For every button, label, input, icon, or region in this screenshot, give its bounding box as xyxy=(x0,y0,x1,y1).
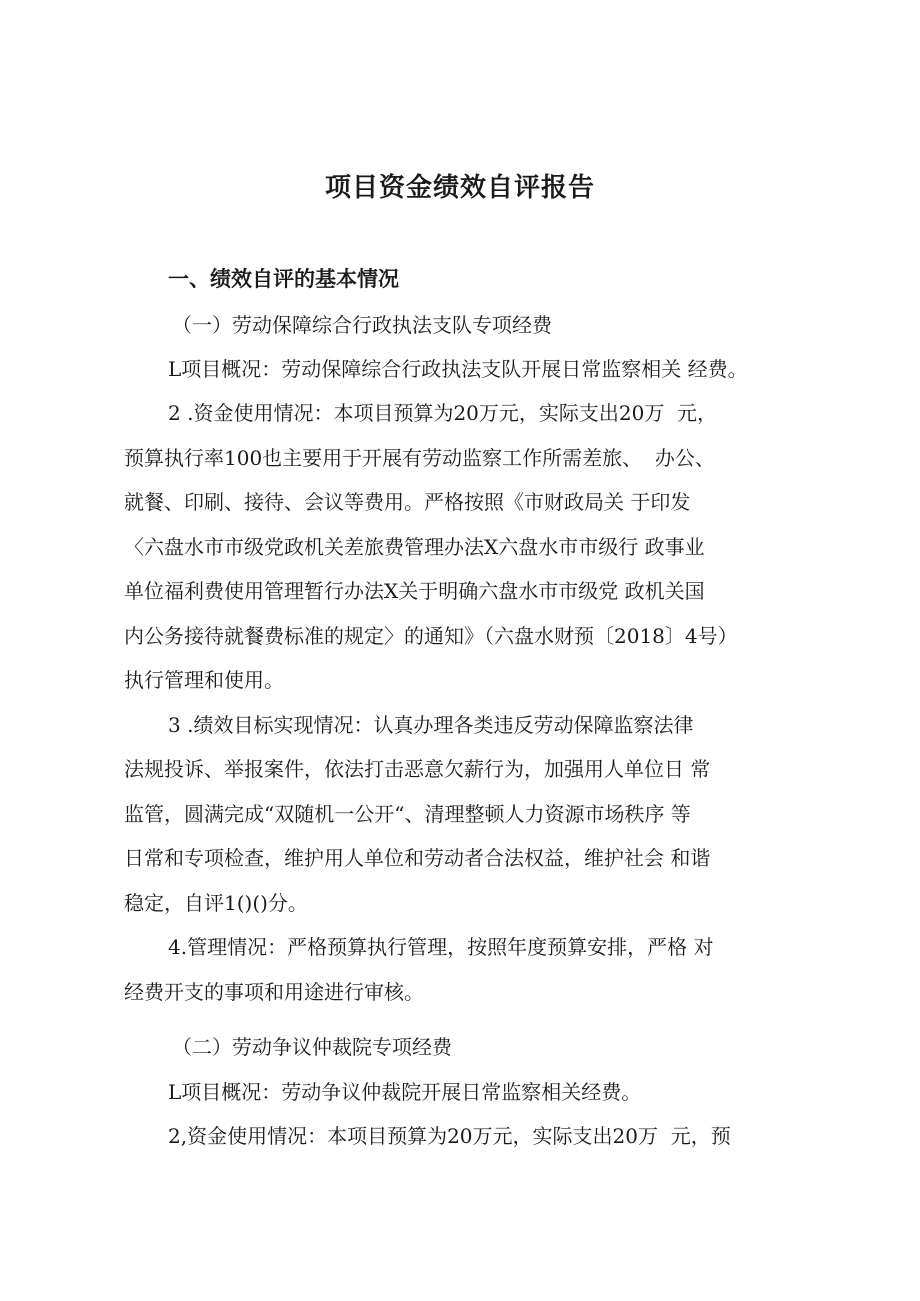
document-title: 项目资金绩效自评报告 xyxy=(324,173,595,203)
paragraph-line: 2 .资金使用情况：本项目预算为20万元，实际支出20万 元， xyxy=(168,401,718,425)
paragraph-line: 预算执行率100也主要用于开展有劳动监察工作所需差旅、 办公、 xyxy=(124,446,715,470)
paragraph-line: 〈六盘水市市级党政机关差旅费管理办法X六盘水市市级行 政事业 xyxy=(124,535,705,559)
paragraph-line: L项目概况：劳动争议仲裁院开展日常监察相关经费。 xyxy=(168,1080,642,1104)
paragraph-line: 就餐、印刷、接待、会议等费用。严格按照《市财政局关 于印发 xyxy=(124,490,691,514)
paragraph-line: 日常和专项检查，维护用人单位和劳动者合法权益，维护社会 和谐 xyxy=(124,846,711,870)
paragraph-line: L项目概况：劳动保障综合行政执法支队开展日常监察相关 经费。 xyxy=(168,357,748,381)
section-heading-basic-info: 一、绩效自评的基本情况 xyxy=(168,267,399,291)
paragraph-line: 4.管理情况：严格预算执行管理，按照年度预算安排，严格 对 xyxy=(168,935,714,959)
paragraph-line: 经费开支的事项和用途进行审核。 xyxy=(124,980,424,1004)
paragraph-line: 监管，圆满完成“双随机一公开“、清理整顿人力资源市场秩序 等 xyxy=(124,802,691,826)
paragraph-line: 内公务接待就餐费标准的规定〉的通知》（六盘水财预〔2018〕4号） xyxy=(124,624,738,648)
subsection-heading-labor-security: （一）劳动保障综合行政执法支队专项经费 xyxy=(172,313,552,337)
paragraph-line: 执行管理和使用。 xyxy=(124,668,284,692)
paragraph-line: 2,资金使用情况：本项目预算为20万元，实际支出20万 元，预 xyxy=(168,1124,731,1148)
paragraph-line: 单位福利费使用管理暂行办法X关于明确六盘水市市级党 政机关国 xyxy=(124,579,705,603)
subsection-heading-arbitration: （二）劳动争议仲裁院专项经费 xyxy=(172,1035,452,1059)
paragraph-line: 3 .绩效目标实现情况：认真办理各类违反劳动保障监察法律 xyxy=(168,713,694,737)
paragraph-line: 法规投诉、举报案件，依法打击恶意欠薪行为，加强用人单位日 常 xyxy=(124,757,711,781)
paragraph-line: 稳定，自评1()()分。 xyxy=(124,891,308,915)
